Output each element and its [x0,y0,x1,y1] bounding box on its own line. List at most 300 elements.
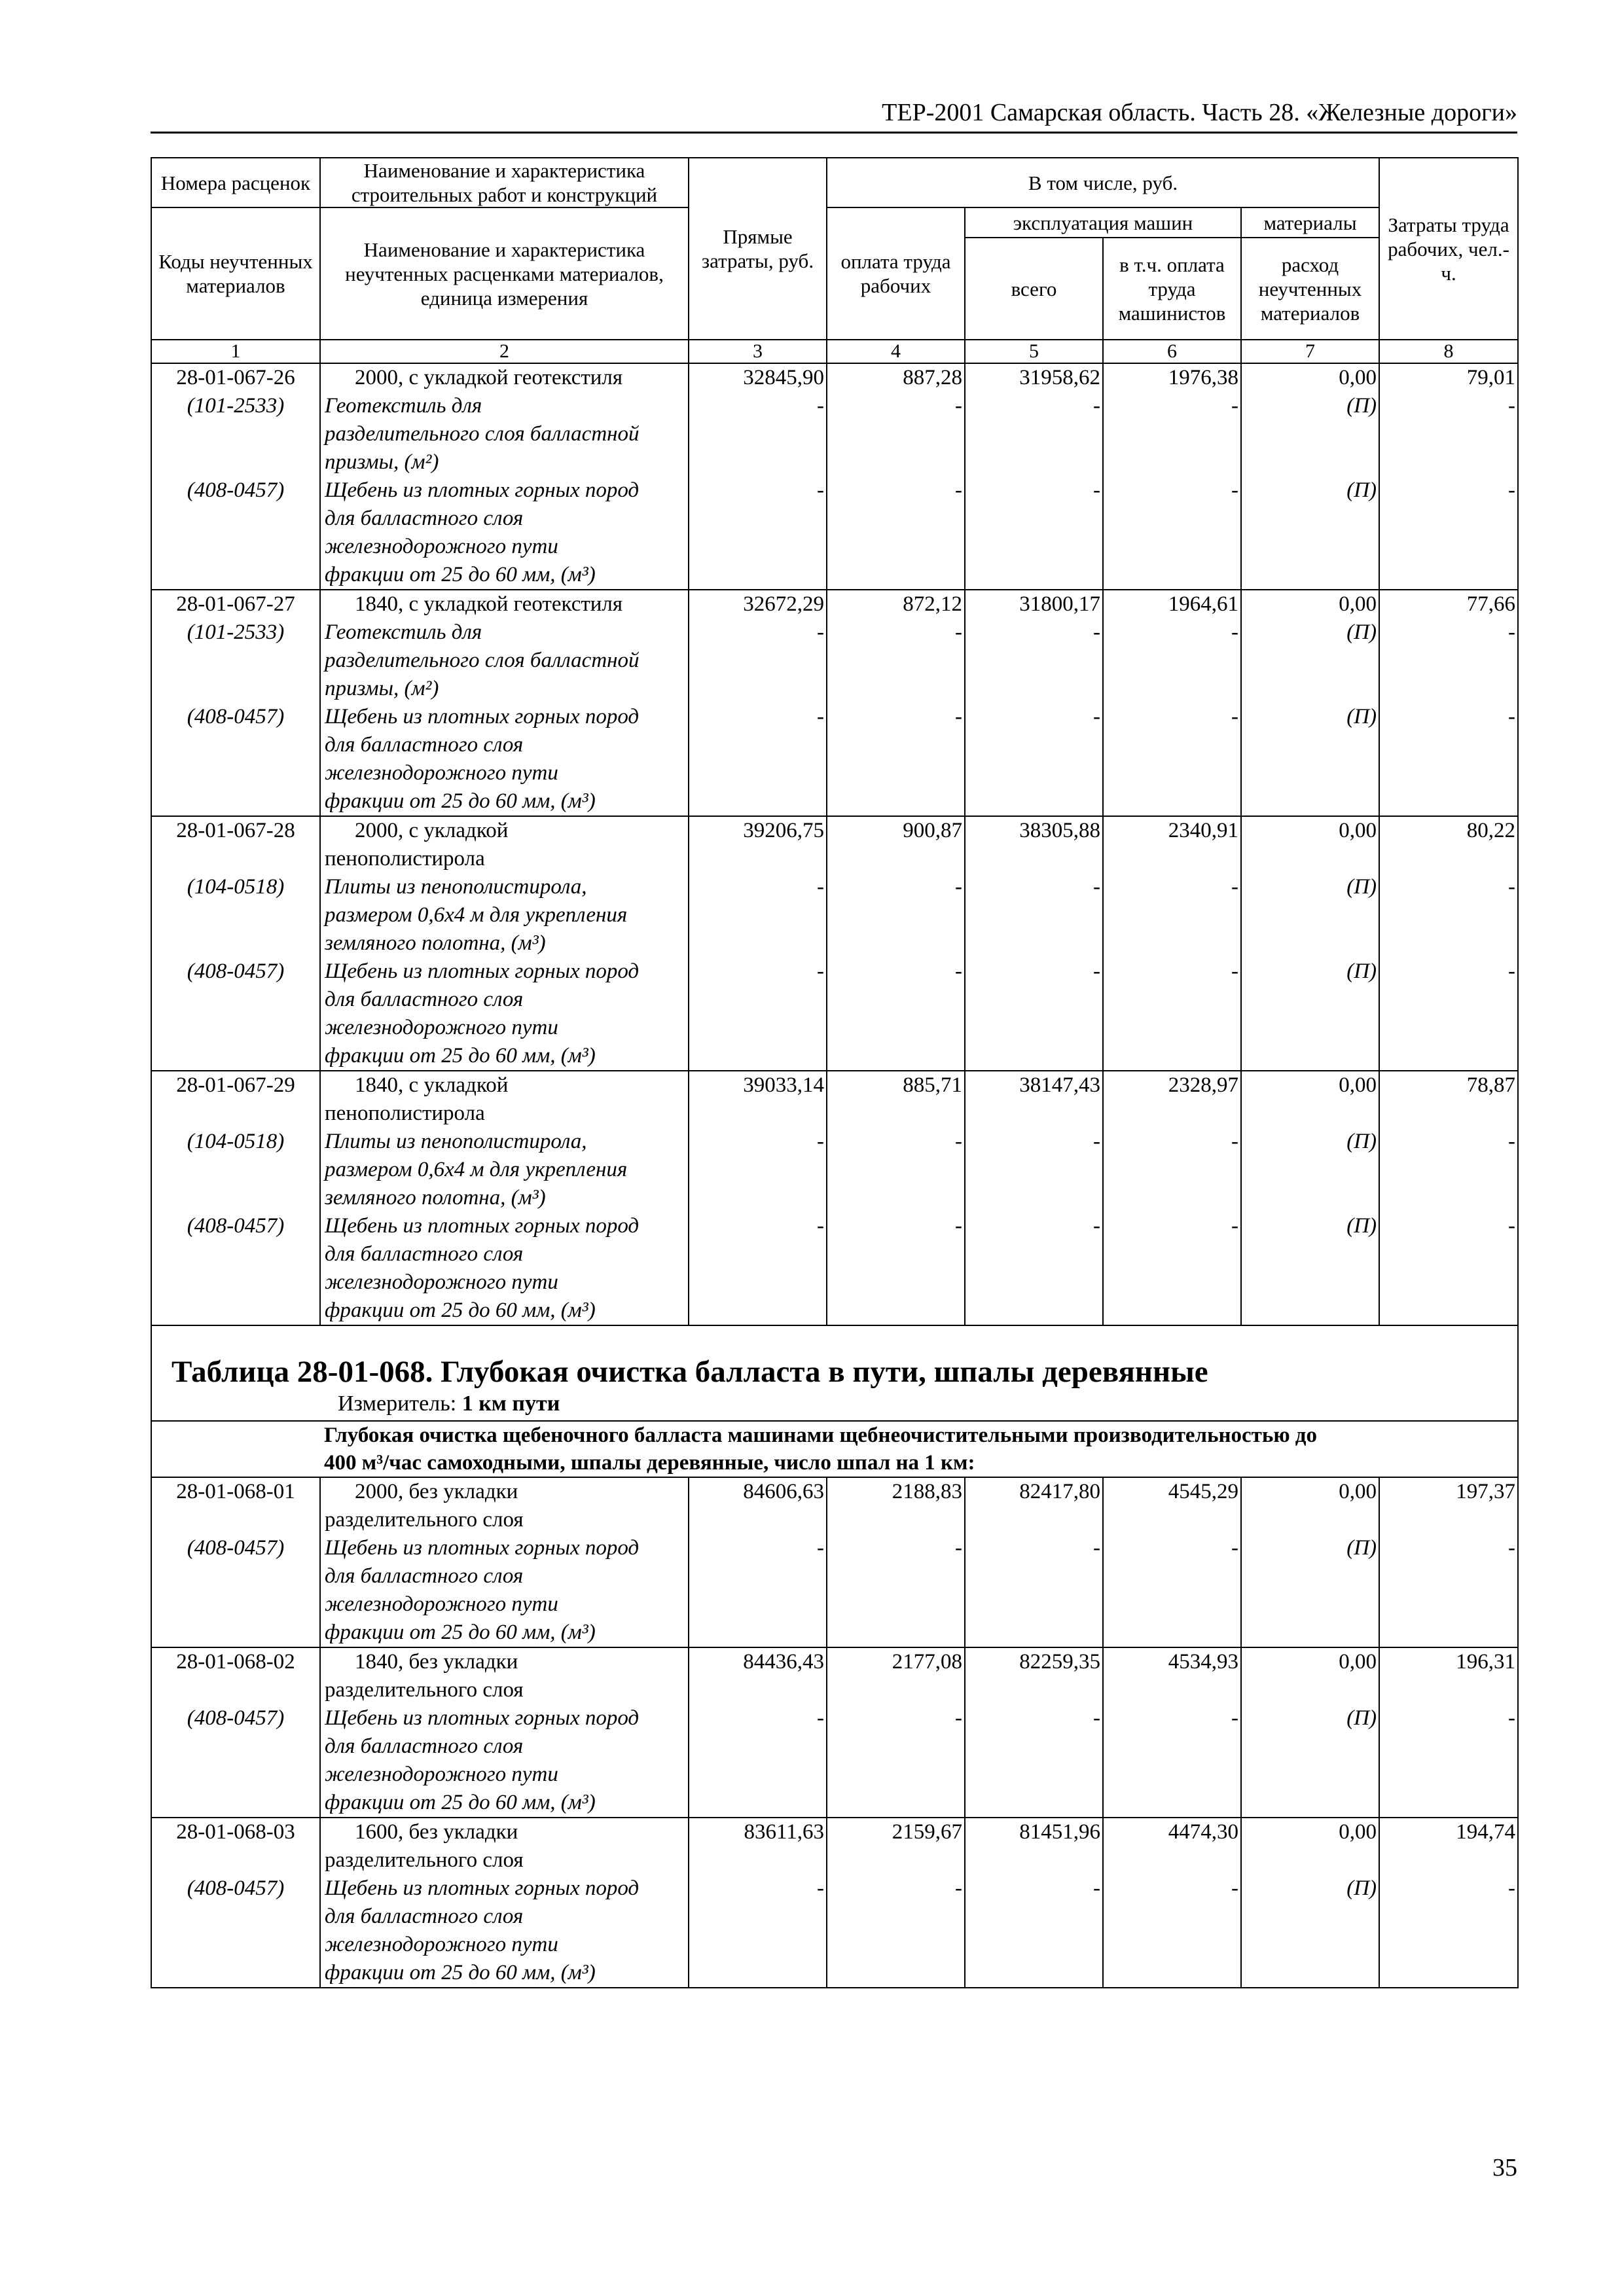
spacer [1382,787,1515,816]
material-name-line: железнодорожного пути [325,761,558,785]
rate-value: 0,00 [1339,1650,1377,1674]
material-value: (П) [1346,620,1377,644]
value-cell [1103,1071,1241,1325]
value-cell [1379,1071,1518,1325]
spacer [968,448,1100,476]
spacer [1382,420,1515,448]
spacer [830,1042,962,1070]
rate-number: 28-01-067-28 [176,819,295,842]
rate-code-cell [151,1071,320,1325]
material-code: (408-0457) [187,705,285,728]
spacer [830,759,962,787]
spacer [830,787,962,816]
spacer [830,561,962,589]
rate-value: 0,00 [1339,1480,1377,1503]
material-value: - [955,1706,962,1730]
spacer [154,1506,317,1534]
material-value: - [1508,960,1516,983]
value-cell [827,816,965,1071]
material-value: (П) [1346,478,1377,502]
rate-value: 39033,14 [743,1073,824,1097]
spacer [154,1846,317,1874]
col-labor-cost-header: Затраты труда рабочих, чел.-ч. [1379,158,1518,340]
material-name-line: Щебень из плотных горных пород [325,1536,640,1560]
spacer [1244,1184,1377,1212]
spacer [1244,1562,1377,1590]
spacer [830,505,962,533]
spacer [1106,505,1238,533]
spacer [1106,1100,1238,1128]
spacer [1244,1268,1377,1297]
rate-value: 0,00 [1339,366,1377,389]
spacer [968,1619,1100,1647]
material-name-line: Щебень из плотных горных пород [325,1706,640,1730]
spacer [968,1184,1100,1212]
spacer [1244,845,1377,873]
spacer [1106,1931,1238,1959]
col-number: 1 [151,340,320,363]
spacer [154,647,317,675]
spacer [154,561,317,589]
spacer [692,1732,824,1761]
rate-value: 197,37 [1456,1480,1516,1503]
material-value: - [1231,1876,1238,1900]
spacer [1106,731,1238,759]
spacer [692,647,824,675]
value-cell [1103,1647,1241,1818]
spacer [1244,901,1377,929]
material-name-line: для балластного слоя [325,1905,524,1928]
value-cell [689,1647,827,1818]
material-name-line: железнодорожного пути [325,1933,558,1956]
spacer [1244,448,1377,476]
meter-line [171,1390,1517,1418]
material-value: - [1093,1536,1100,1560]
material-code: (101-2533) [187,620,285,644]
col-work-name-header: Наименование и характеристика строительных работ и конструкций [320,158,689,207]
spacer [1106,1506,1238,1534]
spacer [692,845,824,873]
spacer [830,731,962,759]
spacer [968,1297,1100,1325]
spacer [830,448,962,476]
spacer [830,1931,962,1959]
spacer [692,1619,824,1647]
spacer [692,1268,824,1297]
spacer [692,1100,824,1128]
col-labor-pay-header: оплата труда рабочих [827,207,965,340]
spacer [1106,1268,1238,1297]
spacer [1244,1676,1377,1704]
value-cell [1241,816,1379,1071]
spacer [692,1789,824,1817]
spacer [1244,420,1377,448]
value-cell [1241,1071,1379,1325]
material-value: (П) [1346,705,1377,728]
material-code: (408-0457) [187,1876,285,1900]
rate-value: 900,87 [903,819,962,842]
spacer [154,1959,317,1987]
spacer [1382,1240,1515,1268]
rate-value: 38147,43 [1019,1073,1100,1097]
spacer [830,1732,962,1761]
material-name-line: земляного полотна, (м³) [325,1186,546,1210]
material-value: - [1231,960,1238,983]
spacer [692,561,824,589]
spacer [1382,1297,1515,1325]
spacer [830,929,962,958]
value-cell [1379,1818,1518,1988]
material-value: - [1231,478,1238,502]
spacer [1244,1732,1377,1761]
rate-value: 4474,30 [1168,1820,1238,1844]
rate-value: 872,12 [903,592,962,616]
rate-value: 32845,90 [743,366,824,389]
material-value: - [1231,1706,1238,1730]
spacer [1106,1590,1238,1619]
spacer [1244,1590,1377,1619]
rate-name-cell [320,590,689,816]
spacer [692,986,824,1014]
spacer [830,1268,962,1297]
spacer [692,1676,824,1704]
material-value: - [817,1130,824,1153]
material-value: - [1508,1536,1516,1560]
material-value: - [1093,875,1100,899]
value-cell [1241,1818,1379,1988]
spacer [154,1732,317,1761]
spacer [1244,675,1377,703]
rate-number: 28-01-067-26 [176,366,295,389]
spacer [1244,929,1377,958]
spacer [692,420,824,448]
material-value: (П) [1346,875,1377,899]
rate-value: 31958,62 [1019,366,1100,389]
table-title: Таблица 28-01-068. Глубокая очистка балласта в пути, шпалы деревянные [171,1355,1208,1389]
spacer [1382,561,1515,589]
value-cell [689,1477,827,1647]
rate-name-line: пенополистирола [325,847,485,870]
rate-value: 39206,75 [743,819,824,842]
rate-number: 28-01-067-29 [176,1073,295,1097]
spacer [1382,1676,1515,1704]
spacer [1382,1562,1515,1590]
spacer [1244,1240,1377,1268]
spacer [692,1959,824,1987]
spacer [1106,448,1238,476]
material-name-line: для балластного слоя [325,507,524,530]
spacer [154,1184,317,1212]
value-cell [689,1818,827,1988]
spacer [1382,1156,1515,1184]
material-name-line: Плиты из пенополистирола, [325,1130,587,1153]
value-cell [1379,590,1518,816]
material-value: - [1508,1876,1516,1900]
section-title-row [151,1421,1518,1477]
rate-name-line: 2000, без укладки [355,1480,518,1503]
value-cell [965,816,1103,1071]
material-name-line: призмы, (м²) [325,677,439,700]
spacer [830,1100,962,1128]
spacer [968,929,1100,958]
spacer [830,1789,962,1817]
material-value: (П) [1346,1876,1377,1900]
material-value: - [955,478,962,502]
material-value: - [817,394,824,418]
spacer [830,1761,962,1789]
spacer [1106,1240,1238,1268]
rate-value: 82417,80 [1019,1480,1100,1503]
value-cell [1103,1818,1241,1988]
material-value: - [1093,478,1100,502]
spacer [830,533,962,561]
rate-number: 28-01-068-02 [176,1650,295,1674]
spacer [692,1562,824,1590]
spacer [1244,505,1377,533]
spacer [1244,1014,1377,1042]
material-value: - [1093,1876,1100,1900]
spacer [692,1846,824,1874]
spacer [830,647,962,675]
material-name-line: призмы, (м²) [325,450,439,474]
spacer [830,986,962,1014]
spacer [1106,1156,1238,1184]
material-value: (П) [1346,1536,1377,1560]
col-machines-total-header: всего [965,238,1103,340]
value-cell [965,1477,1103,1647]
spacer [968,1240,1100,1268]
spacer [968,901,1100,929]
col-number: 8 [1379,340,1518,363]
material-value: - [817,705,824,728]
spacer [1106,533,1238,561]
section-title-line: 400 м³/час самоходными, шпалы деревянные, число шпал на 1 км: [324,1451,975,1475]
spacer [154,1100,317,1128]
value-cell [689,1071,827,1325]
rate-name-cell [320,1477,689,1647]
spacer [1106,1014,1238,1042]
spacer [1382,1732,1515,1761]
col-number: 3 [689,340,827,363]
material-name-line: железнодорожного пути [325,1270,558,1294]
spacer [1382,1042,1515,1070]
spacer [154,1761,317,1789]
spacer [968,1676,1100,1704]
material-value: - [817,478,824,502]
rate-value: 0,00 [1339,1820,1377,1844]
spacer [968,1761,1100,1789]
spacer [968,845,1100,873]
material-name-line: фракции от 25 до 60 мм, (м³) [325,1961,596,1984]
material-value: - [817,1706,824,1730]
value-cell [965,1647,1103,1818]
spacer [830,1959,962,1987]
spacer [1382,1619,1515,1647]
col-number: 4 [827,340,965,363]
rate-name-cell [320,1647,689,1818]
rate-value: 79,01 [1466,366,1516,389]
spacer [1106,787,1238,816]
spacer [968,1562,1100,1590]
col-number: 7 [1241,340,1379,363]
rate-name-line: 1840, без укладки [355,1650,518,1674]
spacer [1106,1042,1238,1070]
material-value: - [817,1214,824,1238]
spacer [1244,647,1377,675]
value-cell [827,1477,965,1647]
material-code: (408-0457) [187,478,285,502]
spacer [1106,901,1238,929]
spacer [1106,647,1238,675]
spacer [968,675,1100,703]
page-number: 35 [1492,2154,1517,2181]
spacer [968,505,1100,533]
material-value: (П) [1346,394,1377,418]
spacer [692,505,824,533]
spacer [1106,1959,1238,1987]
material-value: - [1508,705,1516,728]
spacer [692,1156,824,1184]
value-cell [1379,1477,1518,1647]
spacer [154,929,317,958]
rate-number: 28-01-068-03 [176,1820,295,1844]
material-name-line: для балластного слоя [325,1242,524,1266]
material-name-line: фракции от 25 до 60 мм, (м³) [325,789,596,813]
spacer [692,1240,824,1268]
col-including-header: В том числе, руб. [827,158,1379,207]
spacer [154,1297,317,1325]
spacer [692,1931,824,1959]
value-cell [1379,816,1518,1071]
spacer [692,1042,824,1070]
material-name-line: Щебень из плотных горных пород [325,705,640,728]
material-code: (101-2533) [187,394,285,418]
spacer [1382,1184,1515,1212]
rate-name-line: пенополистирола [325,1102,485,1125]
material-value: - [1093,394,1100,418]
value-cell [1103,363,1241,590]
rate-value: 2188,83 [892,1480,962,1503]
spacer [968,1959,1100,1987]
rate-name-cell [320,1071,689,1325]
spacer [692,1903,824,1931]
value-cell [827,1647,965,1818]
rate-code-cell [151,363,320,590]
rate-name-line: разделительного слоя [325,1848,524,1872]
spacer [1382,1761,1515,1789]
rate-value: 887,28 [903,366,962,389]
material-value: - [1508,478,1516,502]
column-numbers-row [151,340,1518,363]
spacer [1382,1014,1515,1042]
rate-name-line: 2000, с укладкой геотекстиля [355,366,623,389]
value-cell [689,590,827,816]
material-name-line: для балластного слоя [325,988,524,1011]
material-name-line: для балластного слоя [325,733,524,757]
spacer [692,787,824,816]
material-name-line: фракции от 25 до 60 мм, (м³) [325,1621,596,1644]
material-value: - [1508,1130,1516,1153]
value-cell [827,590,965,816]
spacer [154,731,317,759]
value-cell [1103,1477,1241,1647]
material-value: - [955,875,962,899]
spacer [1244,1789,1377,1817]
material-code: (408-0457) [187,1706,285,1730]
spacer [692,929,824,958]
spacer [1244,1903,1377,1931]
spacer [1382,647,1515,675]
value-cell [1241,363,1379,590]
material-value: - [1231,1214,1238,1238]
material-value: - [817,620,824,644]
spacer [154,1268,317,1297]
spacer [1382,731,1515,759]
material-value: - [1231,875,1238,899]
spacer [1106,1789,1238,1817]
material-value: - [955,1876,962,1900]
material-value: - [955,960,962,983]
spacer [968,1268,1100,1297]
material-value: - [1508,875,1516,899]
spacer [1382,1506,1515,1534]
rate-name-line: разделительного слоя [325,1678,524,1702]
material-code: (408-0457) [187,1214,285,1238]
material-value: (П) [1346,1214,1377,1238]
spacer [1382,986,1515,1014]
material-value: - [1093,705,1100,728]
rate-value: 77,66 [1466,592,1516,616]
spacer [830,420,962,448]
section-title-line: Глубокая очистка щебеночного балласта машинами щебнеочистительными производительностью до [324,1424,1318,1447]
spacer [692,1506,824,1534]
spacer [1382,505,1515,533]
col-number: 2 [320,340,689,363]
material-name-line: Геотекстиль для [325,620,482,644]
material-value: (П) [1346,1706,1377,1730]
material-value: - [1231,705,1238,728]
rate-code-cell [151,1647,320,1818]
rate-value: 83611,63 [744,1820,824,1844]
spacer [968,561,1100,589]
spacer [1244,986,1377,1014]
material-name-line: железнодорожного пути [325,1016,558,1039]
col-material-code-header: Коды неучтенных материалов [151,207,320,340]
spacer [968,1931,1100,1959]
material-value: - [1093,1130,1100,1153]
spacer [1106,1903,1238,1931]
spacer [154,986,317,1014]
spacer [830,1619,962,1647]
material-value: - [817,875,824,899]
spacer [154,1789,317,1817]
value-cell [1241,1647,1379,1818]
spacer [154,533,317,561]
spacer [968,1014,1100,1042]
rate-value: 0,00 [1339,1073,1377,1097]
section-title-empty [151,1421,320,1477]
material-name-line: разделительного слоя балластной [325,422,640,446]
material-name-line: Щебень из плотных горных пород [325,478,640,502]
spacer [154,1562,317,1590]
spacer [692,1297,824,1325]
spacer [1382,448,1515,476]
rate-name-line: 1600, без укладки [355,1820,518,1844]
spacer [830,1506,962,1534]
material-name-line: фракции от 25 до 60 мм, (м³) [325,1299,596,1322]
spacer [154,787,317,816]
col-unaccounted-header: расход неучтенных материалов [1241,238,1379,340]
